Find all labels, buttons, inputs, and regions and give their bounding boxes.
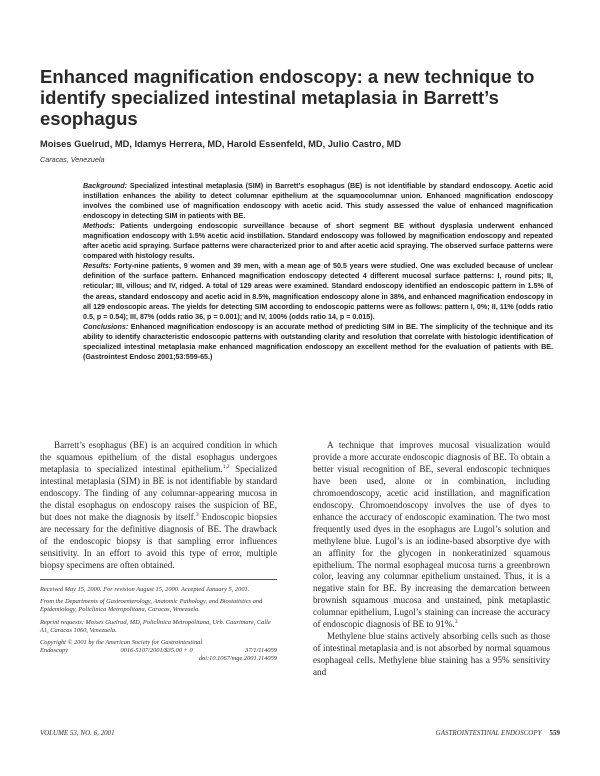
body-column-right xyxy=(313,440,550,679)
received-note: Received May 15, 2000. For revision August 15, 2000. Accepted January 5, 2001. xyxy=(40,586,250,593)
journal-name: GASTROINTESTINAL ENDOSCOPY xyxy=(435,729,542,737)
abstract xyxy=(83,181,553,362)
body-paragraph xyxy=(40,440,277,571)
reprint-note: Reprint requests: Moises Guelrud, MD, Policlinica Metropolitana, Urb. Caurimare, Calle A1, Caracas 1060, Venezuela. xyxy=(40,618,271,634)
conclusions-text: Enhanced magnification endoscopy is an accurate method of predicting SIM in BE. The simplicity of the technique and its ability to identify characteristic endoscopic patterns with outstanding clarity and resolution that correlate with histologic identification of specialized intestinal metaplasia make enhanced magnification endoscopy an excellent method for the evaluation of patients with BE. (Gastrointest Endosc 2001;53:559-65.) xyxy=(83,322,553,361)
background-text: Specialized intestinal metaplasia (SIM) in Barrett’s esophagus (BE) is not identifiable by standard endoscopy. Acetic acid instillation enhances the ability to detect columnar epithelium at the squamocolumnar union. Enhanced magnification endoscopy involves the combined use of magnification endoscopy with acetic acid. This study assessed the value of enhanced magnification endoscopy in detecting SIM in patients with BE. xyxy=(83,182,553,221)
copyright-note xyxy=(40,639,277,664)
doi: doi:10.1067/mge.2001.114059 xyxy=(198,655,277,663)
body-text: Barrett’s esophagus (BE) is an acquired condition in which the squamous epithelium of the distal esophagus undergoes metaplasia to specialized intestinal epithelium. xyxy=(40,440,277,474)
issn: 0016-5107/2001/$35.00 + 0 xyxy=(120,647,193,655)
journal-page xyxy=(436,729,560,737)
reference-marker: 3 xyxy=(454,619,458,626)
issn-line xyxy=(40,647,277,655)
affiliation-note: From the Departments of Gastroenterology, Anatomic Pathology, and Biostatistics and Epidemiology, Policlinica Metropolitana, Caracas, Venezuela. xyxy=(40,598,263,614)
body-paragraph xyxy=(313,440,550,631)
body-text: Endoscopic biopsies are necessary for the definitive diagnosis of BE. The drawback of the endoscopic biopsy is that sampling error influences sensitivity. In an effort to avoid this type of error, multiple biopsy specimens are often obtained. xyxy=(40,511,277,570)
reference-marker: 1,2 xyxy=(222,463,230,470)
conclusions-label: Conclusions: xyxy=(83,322,129,331)
abstract-conclusions xyxy=(83,322,553,362)
affiliation: Caracas, Venezuela xyxy=(40,155,105,164)
results-label: Results: xyxy=(83,262,112,271)
article-code: 37/1/114059 xyxy=(245,647,277,655)
body-column-left xyxy=(40,440,277,571)
abstract-methods xyxy=(83,221,553,261)
methods-label: Methods: xyxy=(83,222,115,231)
copyright-line: Copyright © 2001 by the American Society for Gastrointestinal xyxy=(40,639,203,647)
volume-info: VOLUME 53, NO. 6, 2001 xyxy=(40,729,115,737)
footnotes xyxy=(40,586,277,664)
page-number: 559 xyxy=(549,729,560,737)
footnote-divider xyxy=(40,579,277,580)
body-text: Specialized intestinal metaplasia (SIM) in BE is not identifiable by standard endoscopy. The finding of any columnar-appearing mucosa in the distal esophagus on endoscopy raises the suspicion of BE, but does not make the diagnosis by itself. xyxy=(40,463,278,522)
reference-marker: 3 xyxy=(195,511,199,518)
endoscopy-label: Endoscopy xyxy=(40,647,69,655)
background-label: Background: xyxy=(83,182,128,190)
page-footer xyxy=(40,729,560,737)
body-paragraph: Methylene blue stains actively absorbing cells such as those of intestinal metaplasia and is not absorbed by normal squamous esophageal cells. Methylene blue staining has a 95% sensitivity and xyxy=(313,631,550,678)
abstract-results xyxy=(83,261,553,321)
body-text: A technique that improves mucosal visualization would provide a more accurate endoscopic diagnosis of BE. To obtain a better visual recognition of BE, several endoscopic techniques have been used, alone or in combination, including chromoendoscopy, acetic acid instillation, and magnification endoscopy. Chromoendoscopy involves the use of dyes to enhance the accuracy of endoscopic examination. The two most frequently used dyes in the esophagus are Lugol’s solution and methylene blue. Lugol’s is an iodine-based absorptive dye with an affinity for the glycogen in nonkeratinized squamous epithelium. The normal esophageal mucosa turns a greenbrown color, leaving any columnar epithelium unstained. Thus, it is a negative stain for BE. By increasing the demarcation between brownish squamous mucosa and unstained, pink metaplastic columnar epithelium, Lugol’s staining can increase the accuracy of endoscopic diagnosis of BE to 91%. xyxy=(313,440,550,630)
abstract-background xyxy=(83,181,553,221)
results-text: Forty-nine patients, 9 women and 39 men, with a mean age of 50.5 years were studied. One was excluded because of unclear definition of the surface pattern. Enhanced magnification endoscopy detected 4 different mucosal surface patterns: I, round pits; II, reticular; III, villous; and IV, ridged. A total of 129 areas were examined. Standard endoscopy identified an endoscopic pattern in 1.5% of the areas, standard endoscopy and acetic acid in 8.5%, magnification endoscopy alone in 38%, and enhanced magnification endoscopy in all 129 endoscopic areas. The yields for detecting SIM according to endoscopic patterns were as follows: pattern I, 0%; II, 11% (odds ratio 0.5, p = 0.54); III, 87% (odds ratio 36, p = 0.001); and IV, 100% (odds ratio 14, p = 0.015). xyxy=(83,262,553,321)
article-title: Enhanced magnification endoscopy: a new technique to identify specialized intestinal metaplasia in Barrett’s esophagus xyxy=(40,66,535,129)
author-list: Moises Guelrud, MD, Idamys Herrera, MD, Harold Essenfeld, MD, Julio Castro, MD xyxy=(40,139,402,149)
methods-text: Patients undergoing endoscopic surveillance because of short segment BE without dysplasia underwent enhanced magnification endoscopy with 1.5% acetic acid instillation. Standard endoscopy was followed by magnification endoscopy and repeated after acetic acid spraying. Surface patterns were characterized prior to and after acetic acid spraying. The observed surface patterns were compared with histology results. xyxy=(83,222,553,261)
